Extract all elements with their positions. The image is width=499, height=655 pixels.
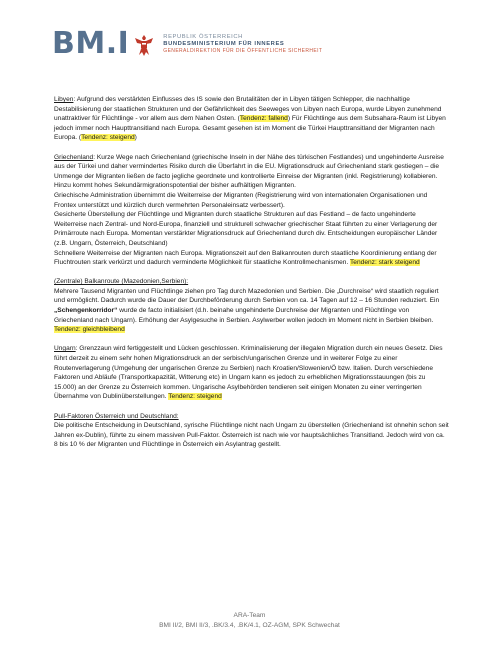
header-line-republic: REPUBLIK ÖSTERREICH [163,33,243,40]
page-footer [0,611,499,631]
paragraph: Griechische Administration übernimmt die Weiterreise der Migranten (Registrierung wird von internationalen Organisationen und Frontex unterstützt und kürzlich durch vermehrten Personaleinsatz verbessert). [54,191,428,209]
header-line-directorate: GENERALDIREKTION FÜR DIE ÖFFENTLICHE SICHERHEIT [163,48,323,55]
header-line-ministry: BUNDESMINISTERIUM FÜR INNERES [163,40,285,47]
paragraph [54,325,449,335]
section-heading: Pull-Faktoren Österreich und Deutschland: [54,412,179,420]
document-body [54,95,449,450]
footer-team: ARA-Team [233,612,266,619]
paragraph [54,287,449,325]
section-text: : Aufgrund des verstärkten Einflusses des IS sowie den Brutalitäten der in Libyen tätigen Schlepper, die nachhaltige Destabilisierung der staatlichen Strukturen und der Gefährlichkeit des Seeweges von Libyen nach Europa, wurde Libyen zunehmend unattraktiver für Flüchtlinge - vor allem aus dem Nahen Osten. ( [54,96,442,123]
austrian-eagle-icon [133,31,155,57]
section-text: ) Für Flüchtlinge aus dem Subsahara-Raum ist Libyen jedoch immer noch Haupttransitland nach Europa. Gesamt gesehen ist im Moment die Türkei Haupttransitland der Migranten nach Europa. ( [54,115,446,142]
trend-highlight: Tendenz: steigend [168,393,222,401]
section-balkan [54,277,449,287]
letterhead [52,24,322,64]
trend-highlight: Tendenz: stark steigend [350,259,420,267]
section-heading: Libyen [54,96,74,103]
section-text: ) [134,134,137,142]
paragraph: Gesicherte Überstellung der Flüchtlinge und Migranten durch staatliche Strukturen auf das Festland – de facto ungehinderte Weiterreise nach Zentral- und Nord-Europa, finanziell und strukturell schwacher griechischer Staat führten zu einer Verlagerung der Primärroute nach Europa. Momentan verstärkter Migrationsdruck auf Griechenland durch div. Entscheidungen europäischer Länder (z.B. Ungarn, Österreich, Deutschland) [54,211,438,247]
trend-highlight: Tendenz: steigend [81,134,135,142]
section-heading: (Zentrale) Balkanroute (Mazedonien,Serbien): [54,278,189,286]
ministry-name [163,34,322,55]
section-text: Schnellere Weiterreise der Migranten nach Europa. Migrationszeit auf den Balkanrouten durch staatliche Koordinierung entlang der Fluchtrouten stark verkürzt und dadurch verminderte Möglichkeit für staatliche Kontrollmechanismen. [54,249,437,267]
section-pull-faktoren [54,412,449,422]
section-libyen [54,95,449,143]
paragraph [54,249,449,268]
section-text: wurde de facto initialisiert (d.h. beinahe ungehinderte Durchreise der Migranten und Flüchtlinge von Griechenland nach Ungarn). Erhöhung der Asylgesuche in Serbien. Asylwerber wollen jedoch im Moment nicht in Serbien bleiben. [54,307,434,324]
bold-term: „Schengenkorridor“ [54,307,118,315]
section-text: : Kurze Wege nach Griechenland (griechische Inseln in der Nähe des türkischen Festlandes) und ungehinderte Ausreise aus der Türkei und daher vermindertes Risiko durch die Überfahrt in die EU. Migrationsdruck auf Griechenland stark gestiegen – die Unmenge der Migranten ließen de facto jegliche geordnete und kontrollierte Einreise der Migranten (inkl. Registrierung) kollabieren. Hinzu kommt hohes Sekundärmigrationspotential der bisher aufhältigen Migranten. [54,153,444,190]
paragraph: Die politische Entscheidung in Deutschland, syrische Flüchtlinge nicht nach Ungarn zu überstellen (Griechenland ist ohnehin schon seit Jahren ex-Dublin), führte zu einem massiven Pull-Faktor. Österreich ist nach wie vor hauptsächliches Transitland. Jedoch wird von ca. 8 bis 10 % der Migranten und Flüchtlinge in Österreich ein Asylantrag gestellt. [54,422,449,449]
footer-units: BMI II/2, BMI II/3, .BK/3.4, .BK/4.1, OZ-AGM, SPK Schwechat [159,622,340,629]
bmi-logo: BM.I [52,26,130,61]
trend-highlight: Tendenz: gleichbleibend [54,326,125,334]
section-text: Mehrere Tausend Migranten und Flüchtlinge ziehen pro Tag durch Mazedonien und Serbien. Die „Durchreise“ wird staatlich reguliert und ermöglicht. Dadurch wurde die Dauer der Durchbeförderung durch Serbien von ca. 14 Tagen auf 12 – 16 Stunden reduziert. Ein [54,287,440,305]
section-griechenland [54,153,449,191]
trend-highlight: Tendenz: fallend [239,115,288,123]
section-text: : Grenzzaun wird fertiggestellt und Lücken geschlossen. Kriminalisierung der illegalen Migration durch ein neues Gesetz. Dies führt derzeit zu einem sehr hohen Migrationsdruck an der serbisch/ungarischen Grenze und in weiterer Folge zu einer Routenverlagerung (Umgehung der ungarischen Grenze zu Serbien) nach Kroatien/Slowenien/Ö bzw. Italien. Durch verschiedene Faktoren und Abläufe (Transportkapazität, Witterung etc) in Ungarn kann es jedoch zu erheblichen Migrationsstauungen (bis zu 15.000) an der Grenze zu Österreich kommen. Ungarische Asylbehörden tendieren seit einigen Monaten zu einer verringerten Übernahme von Dublinüberstellungen. [54,345,443,401]
section-ungarn [54,344,449,402]
section-heading: Griechenland [54,153,94,161]
section-heading: Ungarn [54,345,76,353]
